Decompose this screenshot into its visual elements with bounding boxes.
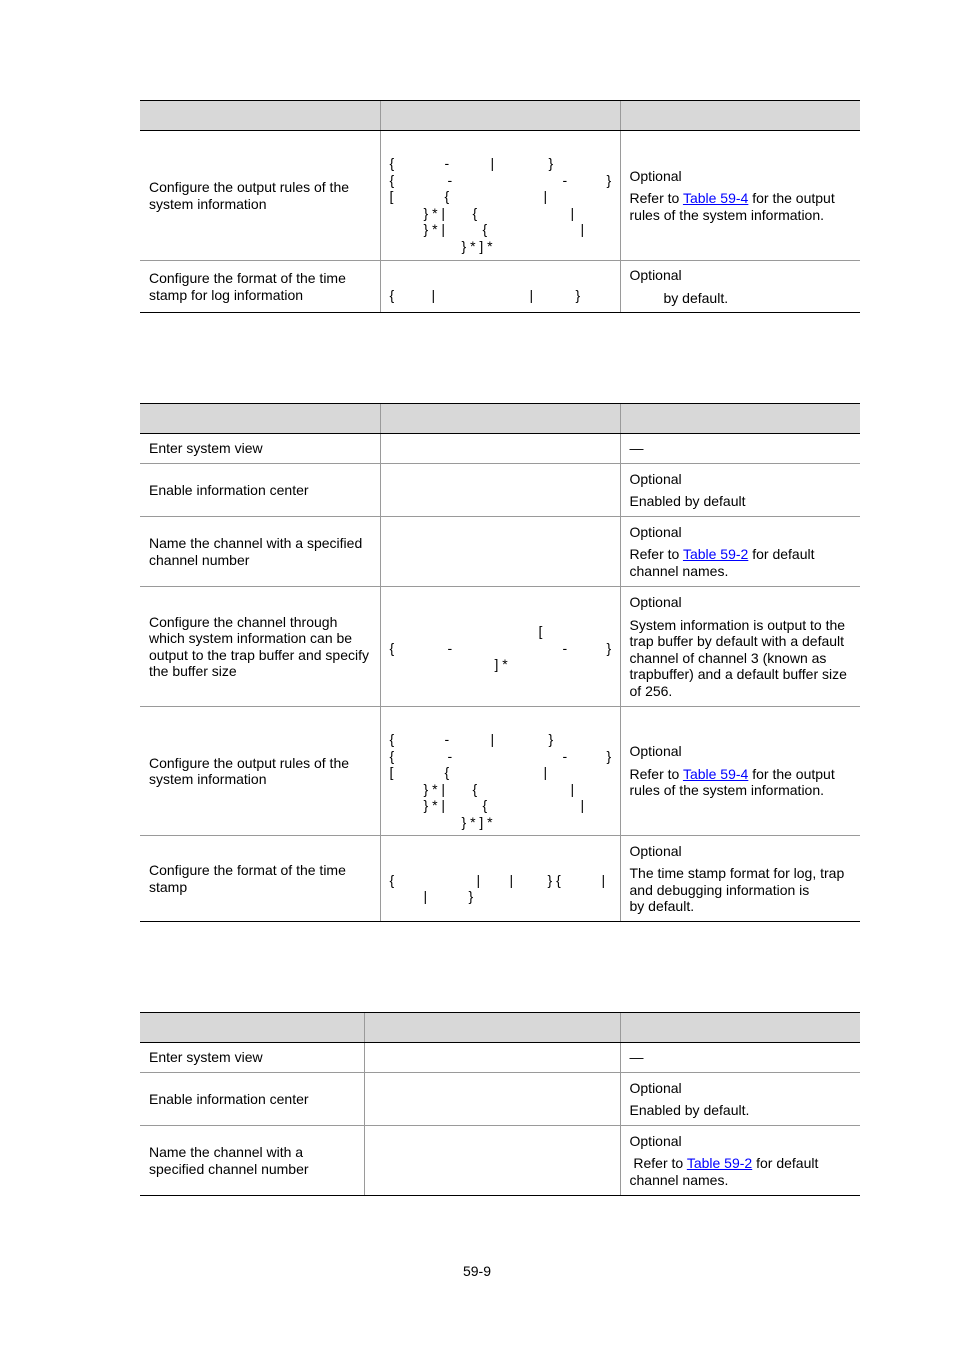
command-cell: [380, 517, 620, 587]
header-cell-operation: [140, 404, 380, 434]
remarks-cell: [620, 517, 860, 587]
syntax-brace: } * ] *: [461, 238, 493, 254]
remark-text: Optional: [629, 842, 682, 859]
syntax-brace: } * |: [423, 205, 446, 221]
table-row: [140, 464, 860, 517]
remark-text: Optional: [629, 1132, 682, 1149]
table-header-row: [140, 1013, 860, 1043]
operation-cell: Configure the format of the time stamp for log information: [140, 261, 380, 313]
remarks-cell: [620, 707, 860, 836]
remark-text: Optional: [629, 267, 682, 283]
operation-cell: Enable information center: [140, 1073, 364, 1126]
syntax-brace: {: [472, 205, 478, 221]
remark-text: Optional: [629, 523, 682, 540]
syntax-pipe: |: [570, 205, 575, 221]
table-row: [140, 131, 860, 261]
remark-text: Refer to: [629, 546, 683, 563]
syntax-pipe: |: [580, 797, 585, 813]
remark-text: Enabled by default.: [629, 1102, 750, 1118]
syntax-brace: {: [389, 872, 395, 888]
remark-text: —: [629, 440, 644, 457]
syntax-pipe: |: [490, 731, 495, 747]
syntax-brace: } * |: [423, 221, 446, 237]
remark-text: for default channel names.: [629, 1155, 819, 1188]
table-row: [140, 836, 860, 922]
remark-text: for the output rules of the system information.: [629, 190, 835, 223]
operation-cell: Enable information center: [140, 464, 380, 517]
remark-text: System information is output to the trap buffer by default with a default channel of channel 3 (known as trapbuffer) and a default buffer size of 256.: [629, 616, 847, 699]
operation-cell: Enter system view: [140, 1043, 364, 1073]
remark-reference: [630, 766, 853, 799]
syntax-brace: } {: [547, 872, 561, 888]
remark-text: Optional: [629, 594, 682, 610]
remark-text: The time stamp format for log, trap and debugging information is: [629, 865, 845, 898]
syntax-pipe: |: [509, 872, 514, 888]
remarks-cell: [620, 1073, 860, 1126]
remark-text: Enabled by default: [629, 493, 746, 509]
syntax-dash: -: [444, 731, 450, 747]
syntax-brace: {: [444, 764, 450, 780]
syntax-brace: }: [468, 888, 474, 904]
syntax-brace: }: [606, 640, 612, 656]
header-cell-remarks: [620, 101, 860, 131]
remarks-cell: [620, 587, 860, 707]
syntax-dash: -: [444, 155, 450, 171]
syntax-brace: {: [389, 640, 395, 656]
remark-text: Refer to: [629, 190, 683, 207]
syntax-brace: {: [444, 188, 450, 204]
operation-cell: Configure the channel through which system information can be output to the trap buffer and specify the buffer size: [140, 587, 380, 707]
remark-text: for the output rules of the system information.: [629, 765, 835, 799]
syntax-pipe: |: [476, 872, 481, 888]
syntax-brace: {: [389, 731, 395, 747]
remark-text: for default channel names.: [629, 546, 815, 579]
syntax-brace: {: [389, 287, 395, 303]
command-cell: [380, 434, 620, 464]
remark-text: Refer to: [629, 765, 683, 782]
remark-reference: [630, 190, 853, 223]
command-cell: [380, 261, 620, 313]
operation-cell: Configure the format of the time stamp: [140, 836, 380, 922]
table-59-2-link[interactable]: Table 59-2: [686, 1155, 753, 1172]
remark-text: [630, 290, 853, 307]
syntax-bracket: ] *: [494, 656, 508, 672]
syntax-brace: } * |: [423, 797, 446, 813]
header-cell-operation: [140, 1013, 364, 1043]
remarks-cell: [620, 836, 860, 922]
table-channel-config: [140, 1012, 860, 1196]
table-row: [140, 587, 860, 707]
operation-cell: Name the channel with a specified channel number: [140, 517, 380, 587]
syntax-brace: {: [389, 172, 395, 188]
header-cell-command: [364, 1013, 620, 1043]
syntax-pipe: |: [601, 872, 606, 888]
table-row: [140, 1126, 860, 1196]
syntax-brace: {: [482, 797, 488, 813]
remarks-cell: [620, 261, 860, 313]
table-59-2-link[interactable]: Table 59-2: [682, 546, 749, 563]
remarks-cell: [620, 464, 860, 517]
remark-text: —: [629, 1049, 644, 1066]
syntax-brace: }: [575, 287, 581, 303]
table-output-rules-cont: [140, 100, 860, 313]
syntax-bracket: [: [538, 623, 543, 639]
syntax-bracket: [: [389, 764, 394, 780]
syntax-pipe: |: [423, 888, 428, 904]
remark-default-text: by default.: [663, 289, 729, 306]
command-cell: [364, 1073, 620, 1126]
remarks-cell: [620, 1126, 860, 1196]
table-row: [140, 434, 860, 464]
table-59-4-link[interactable]: Table 59-4: [682, 190, 749, 207]
syntax-pipe: |: [431, 287, 436, 303]
page-number: 59-9: [462, 1263, 492, 1279]
syntax-brace: } * |: [423, 781, 446, 797]
command-cell: [380, 464, 620, 517]
syntax-dash: -: [447, 172, 453, 188]
operation-cell: Configure the output rules of the system information: [140, 707, 380, 836]
syntax-pipe: |: [543, 188, 548, 204]
syntax-brace: } * ] *: [461, 814, 493, 830]
table-row: [140, 1043, 860, 1073]
remark-default-text: by default.: [629, 898, 695, 914]
table-row: [140, 517, 860, 587]
syntax-brace: }: [548, 155, 554, 171]
remark-text: Optional: [629, 167, 682, 184]
remarks-cell: [620, 434, 860, 464]
syntax-dash: -: [447, 640, 453, 656]
command-cell: [364, 1043, 620, 1073]
command-cell: [380, 707, 620, 836]
remark-reference: [630, 546, 853, 579]
operation-cell: Name the channel with a specified channel number: [140, 1126, 364, 1196]
command-cell: [364, 1126, 620, 1196]
syntax-pipe: |: [490, 155, 495, 171]
operation-cell: Enter system view: [140, 434, 380, 464]
table-row: [140, 707, 860, 836]
syntax-brace: {: [482, 221, 488, 237]
syntax-brace: }: [606, 172, 612, 188]
table-59-4-link[interactable]: Table 59-4: [682, 765, 749, 782]
syntax-brace: {: [472, 781, 478, 797]
syntax-dash: -: [562, 748, 568, 764]
header-cell-remarks: [620, 1013, 860, 1043]
header-cell-remarks: [620, 404, 860, 434]
remark-reference: [630, 1155, 853, 1188]
table-row: [140, 261, 860, 313]
command-cell: [380, 587, 620, 707]
syntax-bracket: [: [389, 188, 394, 204]
remarks-cell: [620, 1043, 860, 1073]
syntax-pipe: |: [529, 287, 534, 303]
table-row: [140, 1073, 860, 1126]
syntax-dash: -: [562, 172, 568, 188]
table-trap-buffer-config: [140, 403, 860, 922]
remark-text: Optional: [629, 470, 682, 487]
syntax-dash: -: [562, 640, 568, 656]
syntax-brace: }: [548, 731, 554, 747]
syntax-dash: -: [447, 748, 453, 764]
remark-text: Optional: [629, 1079, 682, 1096]
operation-cell: Configure the output rules of the system information: [140, 131, 380, 261]
syntax-pipe: |: [543, 764, 548, 780]
table-header-row: [140, 101, 860, 131]
syntax-brace: }: [606, 748, 612, 764]
remark-text: Refer to: [629, 1155, 687, 1172]
table-header-row: [140, 404, 860, 434]
header-cell-operation: [140, 101, 380, 131]
remark-text: Optional: [629, 743, 682, 760]
command-cell: [380, 836, 620, 922]
syntax-pipe: |: [580, 221, 585, 237]
command-cell: [380, 131, 620, 261]
header-cell-command: [380, 101, 620, 131]
syntax-brace: {: [389, 155, 395, 171]
remarks-cell: [620, 131, 860, 261]
syntax-brace: {: [389, 748, 395, 764]
syntax-pipe: |: [570, 781, 575, 797]
remark-text: [630, 865, 853, 915]
header-cell-command: [380, 404, 620, 434]
